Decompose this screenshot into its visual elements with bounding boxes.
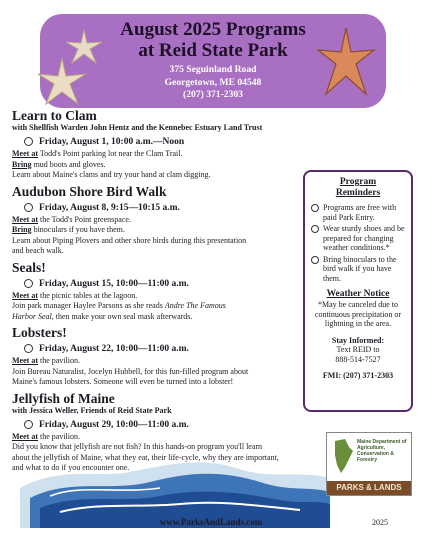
program-date-text: Friday, August 29, 10:00—11:00 a.m.: [39, 419, 189, 430]
reminders-heading-1: Program: [339, 177, 377, 187]
program-detail-line: [12, 356, 297, 367]
program-detail-line: [12, 160, 297, 171]
starfish-left-icon: [34, 56, 90, 108]
detail-book-title: Harbor Seal: [12, 311, 52, 321]
reminder-text: Programs are free with paid Park Entry.: [323, 203, 397, 222]
program-detail-line: [12, 225, 297, 236]
program-detail-line: [12, 367, 297, 378]
detail-lead: Meet at: [12, 149, 38, 158]
fmi-phone: FMI: (207) 371-2303: [322, 371, 394, 380]
logo-agency: Maine Department of Agriculture, Conservation & Forestry: [357, 439, 407, 463]
program-title: Learn to Clam: [12, 108, 97, 123]
program-date: [24, 278, 297, 290]
detail-text: and beach walk.: [12, 246, 64, 255]
reminder-text: Bring binoculars to the bird walk if you have them.: [323, 254, 397, 283]
detail-text: Maine's famous lobsters. Someone will even be turned into a lobster!: [12, 377, 234, 386]
header-phone: (207) 371-2303: [183, 89, 243, 100]
bullet-circle-icon: [24, 279, 33, 288]
detail-text: Learn about Maine's clams and try your hand at clam digging.: [12, 170, 211, 179]
detail-text: about the jellyfish of Maine, what they eat, their life-cycle, why they are important,: [12, 452, 279, 462]
detail-lead: Meet at: [12, 431, 38, 441]
detail-text-tail: , then make your own seal mask afterwards.: [51, 311, 193, 321]
program-date: [24, 136, 297, 148]
starfish-right-icon: [316, 26, 376, 98]
bullet-circle-icon: [311, 256, 319, 264]
detail-text: Learn about Piping Plovers and other shore birds during this presentation: [12, 235, 247, 245]
weather-heading: Weather Notice: [326, 289, 390, 299]
program-detail-line: [12, 291, 297, 302]
footer-year: 2025: [372, 518, 388, 527]
program-section: [12, 108, 297, 181]
logo-label: PARKS & LANDS: [327, 481, 411, 495]
bullet-circle-icon: [24, 137, 33, 146]
program-title: Jellyfish of Maine: [12, 390, 115, 406]
reminders-heading-2: Reminders: [335, 188, 381, 198]
program-section: [12, 325, 297, 388]
detail-lead: Meet at: [12, 290, 38, 300]
reminders-heading: [305, 177, 411, 199]
detail-text: Join park manager Haylee Parsons as she reads: [12, 301, 165, 310]
detail-text: binoculars if you have them.: [31, 225, 125, 234]
informed-line-1: Text REID to: [336, 345, 380, 354]
program-detail-line: [12, 432, 297, 443]
footer-website[interactable]: www.ParksAndLands.com: [159, 517, 263, 527]
program-date: [24, 202, 297, 214]
program-date: [24, 419, 297, 431]
program-detail-line: [12, 236, 297, 247]
detail-text: Todd's Point parking lot near the Clam Trail.: [37, 149, 183, 158]
informed-line-2: 888-514-7527: [335, 354, 381, 364]
detail-lead: Meet at: [12, 356, 38, 365]
program-detail-line: [12, 312, 297, 323]
program-subtitle: with Shellfish Warden John Hentz and the Kennebec Estuary Land Trust: [12, 123, 263, 132]
program-date-text: Friday, August 15, 10:00—11:00 a.m.: [39, 278, 189, 289]
maine-state-icon: [331, 437, 355, 475]
bullet-circle-icon: [311, 204, 319, 212]
address-street: 375 Seguinland Road: [169, 64, 257, 75]
program-date: [24, 343, 297, 355]
title-line-2: at Reid State Park: [138, 40, 288, 61]
program-section: [12, 184, 297, 257]
reminder-text: Wear sturdy shoes and be prepared for changing weather conditions.*: [323, 224, 405, 252]
program-detail-line: [12, 301, 297, 312]
reminder-item: [311, 255, 407, 284]
title-line-1: August 2025 Programs: [120, 19, 306, 40]
reminders-box: [303, 170, 413, 412]
parks-and-lands-logo: [326, 432, 412, 496]
reminders-list: [311, 203, 407, 283]
detail-lead: Bring: [12, 225, 32, 234]
program-subtitle: with Jessica Weller, Friends of Reid State Park: [12, 405, 172, 415]
program-date-text: Friday, August 22, 10:00—11:00 a.m.: [39, 344, 189, 354]
detail-lead: Meet at: [12, 214, 38, 224]
detail-book-title: Andre The Famous: [164, 301, 226, 310]
program-title: Lobsters!: [12, 325, 67, 340]
program-list: [12, 108, 297, 477]
program-detail-line: [12, 149, 297, 160]
detail-text: mud boots and gloves.: [31, 159, 106, 169]
program-detail-line: [12, 215, 297, 226]
bullet-circle-icon: [24, 203, 33, 212]
detail-text: and what to do if you encounter one.: [12, 463, 130, 472]
address-city: Georgetown, ME 04548: [164, 76, 262, 88]
detail-text: the picnic tables at the lagoon.: [37, 290, 138, 300]
detail-text: the pavilion.: [37, 356, 80, 365]
detail-text: Join Bureau Naturalist, Jocelyn Hubbell, for this fun-filled program about: [12, 366, 249, 376]
program-detail-line: [12, 246, 297, 257]
bullet-circle-icon: [24, 344, 33, 353]
reminder-item: [311, 203, 407, 222]
detail-text: the Todd's Point greenspace.: [37, 214, 131, 224]
detail-text: Did you know that jellyfish are not fish? In this hands-on program you'll learn: [12, 442, 263, 451]
weather-text: *May be canceled due to continuous precipitation or lightning in the area.: [314, 300, 402, 328]
bullet-circle-icon: [311, 225, 319, 233]
reminder-item: [311, 224, 407, 253]
program-title: Seals!: [12, 259, 46, 275]
program-detail-line: [12, 170, 297, 181]
bullet-circle-icon: [24, 420, 33, 429]
program-title: Audubon Shore Bird Walk: [12, 183, 167, 199]
program-date-text: Friday, August 8, 9:15—10:15 a.m.: [39, 202, 180, 213]
program-detail-line: [12, 377, 297, 388]
informed-heading: Stay Informed:: [331, 335, 385, 345]
program-section: [12, 260, 297, 323]
detail-text: the pavilion.: [37, 431, 80, 441]
detail-lead: Bring: [12, 159, 32, 169]
program-date-text: Friday, August 1, 10:00 a.m.—Noon: [39, 137, 185, 147]
